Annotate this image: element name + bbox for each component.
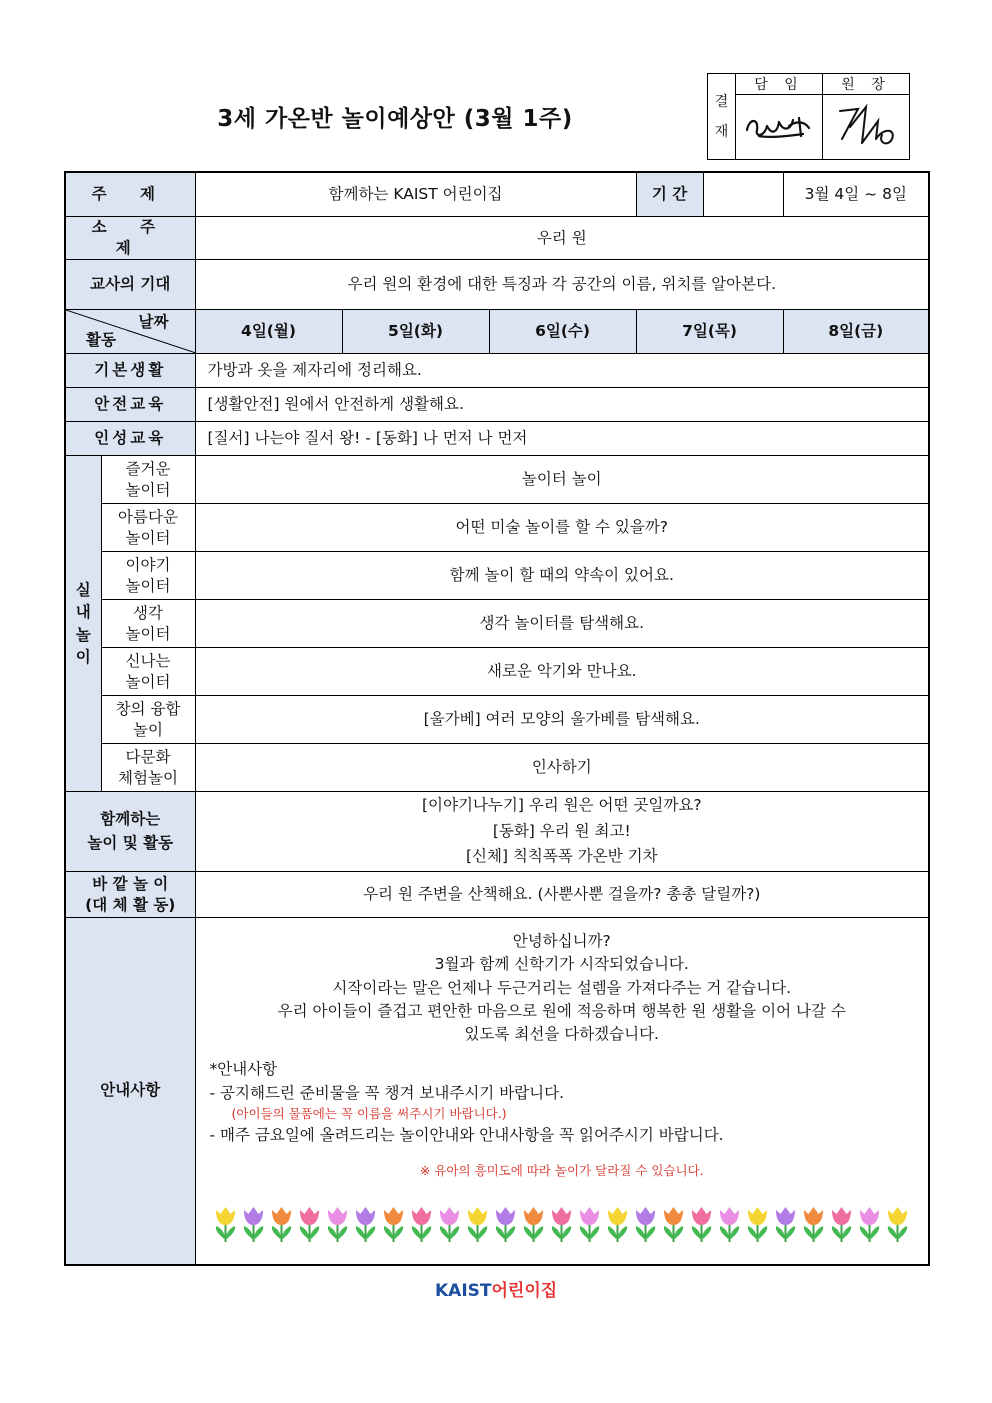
outdoor-value: 우리 원 주변을 산책해요. (사뿐사뿐 걸을까? 총총 달릴까?) bbox=[195, 872, 929, 918]
indoor-label bbox=[65, 456, 101, 792]
tulip-border bbox=[212, 1204, 915, 1244]
period-value-left bbox=[704, 173, 783, 216]
day-header: 7일(목) bbox=[636, 310, 783, 354]
indoor-area-value: 놀이터 놀이 bbox=[195, 456, 929, 504]
indoor-area-value: 함께 놀이 할 때의 약속이 있어요. bbox=[195, 552, 929, 600]
greeting-line: 3월과 함께 신학기가 시작되었습니다. bbox=[434, 955, 689, 974]
greeting-line: 안녕하십니까? bbox=[512, 932, 611, 950]
indoor-area-value: [울가베] 여러 모양의 울가베를 탐색해요. bbox=[195, 696, 929, 744]
indoor-area-label: 창의 융합 놀이 bbox=[101, 696, 195, 744]
indoor-area-value: 어떤 미술 놀이를 할 수 있을까? bbox=[195, 504, 929, 552]
notice-content bbox=[195, 918, 929, 1265]
together-item: [동화] 우리 원 최고! bbox=[492, 821, 631, 840]
info-item: - 매주 금요일에 올려드리는 놀이안내와 안내사항을 꼭 읽어주시기 바랍니다. bbox=[209, 1125, 724, 1144]
kaist-logo bbox=[435, 1276, 557, 1301]
tulip-icon bbox=[632, 1204, 659, 1244]
tulip-icon bbox=[296, 1204, 323, 1244]
tulip-icon bbox=[744, 1204, 771, 1244]
tulip-icon bbox=[268, 1204, 295, 1244]
tulip-icon bbox=[660, 1204, 687, 1244]
period-label-text: 기 간 bbox=[637, 173, 704, 216]
day-header: 8일(금) bbox=[783, 310, 929, 354]
logo-kids-text: 어린이집 bbox=[491, 1281, 558, 1301]
notice-label: 안내사항 bbox=[65, 918, 195, 1265]
basic-value: 가방과 옷을 제자리에 정리해요. bbox=[195, 354, 929, 388]
together-item: [이야기나누기] 우리 원은 어떤 곳일까요? bbox=[421, 796, 702, 815]
info-note: (아이들의 물품에는 꼭 이름을 써주시기 바랍니다.) bbox=[231, 1105, 507, 1121]
theme-value: 함께하는 KAIST 어린이집 bbox=[195, 172, 636, 217]
teacher-signature bbox=[736, 95, 823, 160]
tulip-icon bbox=[212, 1204, 239, 1244]
director-signature-icon bbox=[826, 97, 906, 153]
tulip-icon bbox=[492, 1204, 519, 1244]
greeting-line: 우리 아이들이 즐겁고 편안한 마음으로 원에 적응하며 행복한 원 생활을 이어 나갈 수 bbox=[277, 1001, 846, 1020]
info-item: - 공지해드린 준비물을 꼭 챙겨 보내주시기 바랍니다. bbox=[209, 1083, 565, 1102]
tulip-icon bbox=[604, 1204, 631, 1244]
basic-label: 기본생활 bbox=[65, 354, 195, 388]
tulip-icon bbox=[324, 1204, 351, 1244]
tulip-icon bbox=[436, 1204, 463, 1244]
tulip-icon bbox=[576, 1204, 603, 1244]
page-title: 3세 가온반 놀이예상안 (3월 1주) bbox=[217, 106, 573, 132]
tulip-icon bbox=[800, 1204, 827, 1244]
tulip-icon bbox=[828, 1204, 855, 1244]
teacher-signature-icon bbox=[739, 100, 819, 150]
tulip-icon bbox=[856, 1204, 883, 1244]
info-block bbox=[210, 1058, 915, 1147]
together-label: 함께하는 놀이 및 활동 bbox=[65, 792, 195, 872]
logo-kaist-text: KAIST bbox=[435, 1281, 492, 1301]
period-value: 3월 4일 ~ 8일 bbox=[783, 172, 929, 217]
indoor-area-label: 다문화 체험놀이 bbox=[101, 744, 195, 792]
tulip-icon bbox=[548, 1204, 575, 1244]
approval-side-label-2: 재 bbox=[714, 123, 729, 140]
expect-value: 우리 원의 환경에 대한 특징과 각 공간의 이름, 위치를 알아본다. bbox=[195, 260, 929, 310]
greeting-line: 시작이라는 말은 언제나 두근거리는 설렘을 가져다주는 거 같습니다. bbox=[332, 978, 792, 997]
indoor-label-text: 실내놀이 bbox=[75, 580, 91, 666]
diag-bottom-label: 활동 bbox=[86, 331, 116, 350]
day-header: 4일(월) bbox=[195, 310, 342, 354]
theme-label: 주 제 bbox=[65, 172, 195, 217]
subtheme-value: 우리 원 bbox=[195, 217, 929, 260]
tulip-icon bbox=[352, 1204, 379, 1244]
plan-table bbox=[64, 171, 930, 1266]
indoor-area-value: 생각 놀이터를 탐색해요. bbox=[195, 600, 929, 648]
together-item: [신체] 칙칙폭폭 가온반 기차 bbox=[465, 847, 658, 866]
indoor-area-value: 새로운 악기와 만나요. bbox=[195, 648, 929, 696]
indoor-area-label: 신나는 놀이터 bbox=[101, 648, 195, 696]
director-signature bbox=[823, 95, 910, 160]
tulip-icon bbox=[240, 1204, 267, 1244]
tulip-icon bbox=[688, 1204, 715, 1244]
tulip-icon bbox=[520, 1204, 547, 1244]
indoor-area-label: 아름다운 놀이터 bbox=[101, 504, 195, 552]
safety-value: [생활안전] 원에서 안전하게 생활해요. bbox=[195, 388, 929, 422]
info-title: *안내사항 bbox=[209, 1060, 278, 1079]
approval-teacher-header: 담 임 bbox=[736, 74, 823, 95]
approval-box bbox=[707, 73, 910, 160]
approval-side-label bbox=[708, 74, 736, 160]
tulip-icon bbox=[716, 1204, 743, 1244]
indoor-area-label: 이야기 놀이터 bbox=[101, 552, 195, 600]
tulip-icon bbox=[408, 1204, 435, 1244]
period-label bbox=[636, 172, 783, 217]
tulip-icon bbox=[772, 1204, 799, 1244]
indoor-area-label: 즐거운 놀이터 bbox=[101, 456, 195, 504]
subtheme-label: 소 주 제 bbox=[65, 217, 195, 260]
approval-side-label-1: 결 bbox=[714, 93, 729, 110]
indoor-area-value: 인사하기 bbox=[195, 744, 929, 792]
approval-director-header: 원 장 bbox=[823, 74, 910, 95]
together-values bbox=[195, 792, 929, 872]
safety-label: 안전교육 bbox=[65, 388, 195, 422]
day-header: 6일(수) bbox=[489, 310, 636, 354]
day-header: 5일(화) bbox=[342, 310, 489, 354]
disclaimer: ※ 유아의 흥미도에 따라 놀이가 달라질 수 있습니다. bbox=[419, 1162, 704, 1178]
character-value: [질서] 나는야 질서 왕! - [동화] 나 먼저 나 먼저 bbox=[195, 422, 929, 456]
date-activity-header bbox=[65, 310, 195, 354]
expect-label: 교사의 기대 bbox=[65, 260, 195, 310]
character-label: 인성교육 bbox=[65, 422, 195, 456]
greeting-block bbox=[210, 930, 915, 1046]
tulip-icon bbox=[464, 1204, 491, 1244]
outdoor-label: 바 깥 놀 이 (대 체 활 동) bbox=[65, 872, 195, 918]
diag-top-label: 날짜 bbox=[138, 313, 169, 331]
greeting-line: 있도록 최선을 다하겠습니다. bbox=[464, 1025, 659, 1043]
tulip-icon bbox=[380, 1204, 407, 1244]
indoor-area-label: 생각 놀이터 bbox=[101, 600, 195, 648]
tulip-icon bbox=[884, 1204, 911, 1244]
